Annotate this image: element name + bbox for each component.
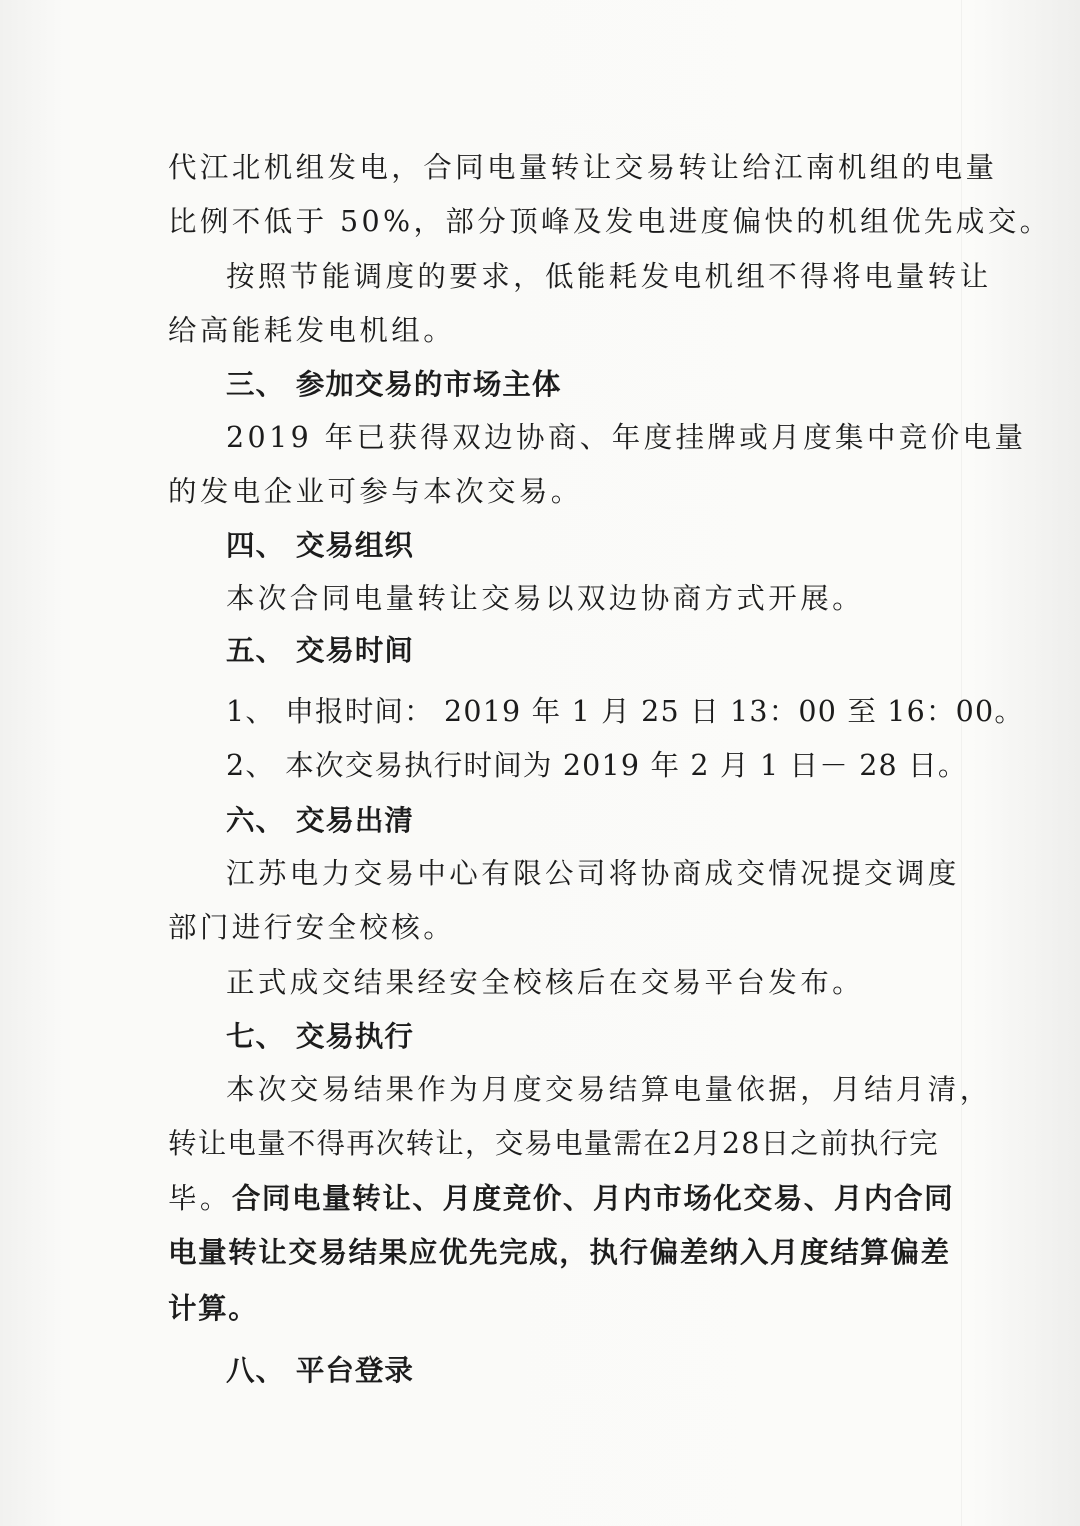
paragraph-start: 江苏电力交易中心有限公司将协商成交情况提交调度 [226, 857, 960, 890]
body-line: 转让电量不得再次转让，交易电量需在2月28日之前执行完 [168, 1127, 939, 1160]
section-heading-3: 三、 参加交易的市场主体 [226, 367, 562, 401]
paragraph-start: 按照节能调度的要求，低能耗发电机组不得将电量转让 [226, 260, 992, 293]
body-line: 代江北机组发电，合同电量转让交易转让给江南机组的电量 [168, 151, 998, 184]
paragraph-start: 2019 年已获得双边协商、年度挂牌或月度集中竞价电量 [226, 421, 1027, 454]
section-heading-6: 六、 交易出清 [226, 803, 414, 837]
paragraph-start: 本次交易结果作为月度交易结算电量依据，月结月清， [226, 1073, 992, 1106]
body-line: 比例不低于 50%，部分顶峰及发电进度偏快的机组优先成交。 [168, 205, 1052, 238]
section-heading-7: 七、 交易执行 [226, 1019, 414, 1053]
list-item: 2、 本次交易执行时间为 2019 年 2 月 1 日－ 28 日。 [226, 749, 968, 782]
emphasis-line: 计算。 [168, 1291, 259, 1325]
paragraph-start: 本次合同电量转让交易以双边协商方式开展。 [226, 582, 865, 615]
body-line: 给高能耗发电机组。 [168, 314, 456, 347]
section-heading-5: 五、 交易时间 [226, 633, 414, 667]
emphasis-text: 合同电量转让、月度竞价、月内市场化交易、月内合同 [231, 1181, 955, 1215]
body-text: 毕。 [168, 1182, 232, 1215]
emphasis-line: 电量转让交易结果应优先完成，执行偏差纳入月度结算偏差 [168, 1235, 951, 1269]
section-heading-4: 四、 交易组织 [226, 528, 414, 562]
section-heading-8: 八、 平台登录 [226, 1353, 414, 1387]
body-line: 部门进行安全校核。 [168, 911, 456, 944]
body-line-mixed [168, 1178, 954, 1219]
list-item: 1、 申报时间： 2019 年 1 月 25 日 13：00 至 16：00。 [226, 695, 1025, 728]
paragraph-start: 正式成交结果经安全校核后在交易平台发布。 [226, 966, 865, 999]
body-line: 的发电企业可参与本次交易。 [168, 475, 583, 508]
